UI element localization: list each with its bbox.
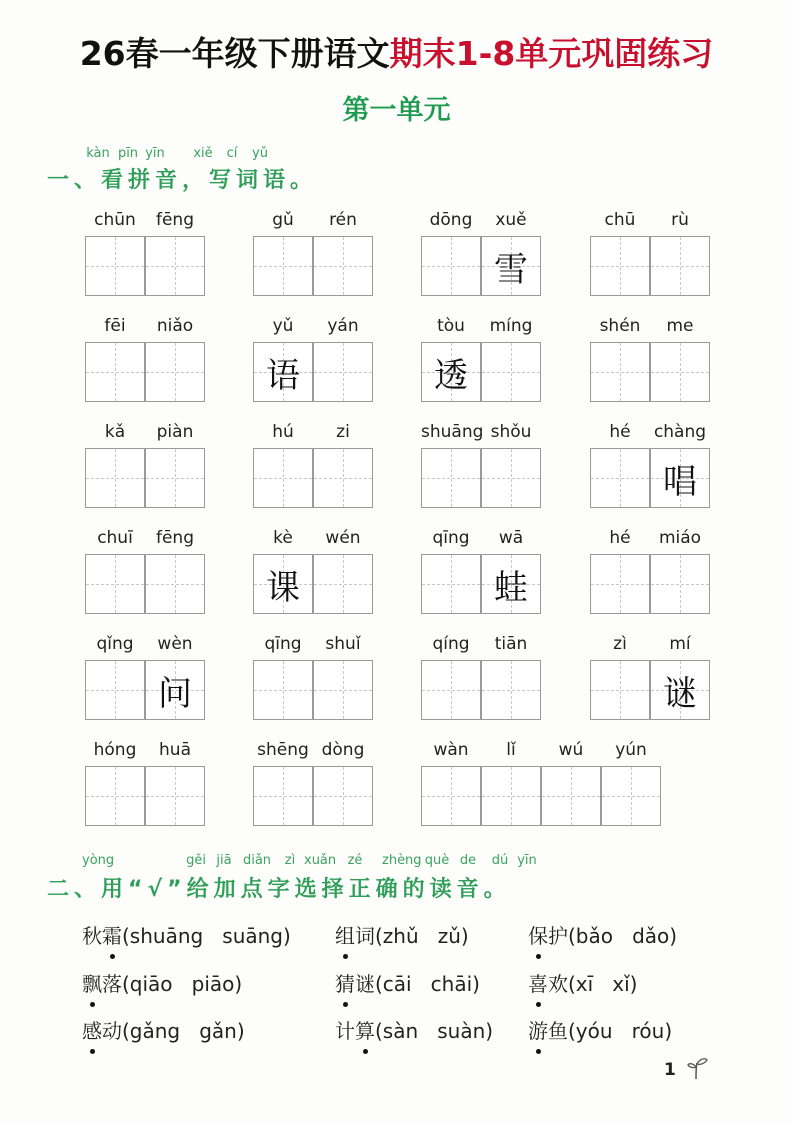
syllable-pinyin: yǔ [272,316,294,336]
pronunciation-item [82,920,291,949]
character-writing-box[interactable] [590,342,650,402]
syllable-pinyin: yún [615,740,647,760]
unit-title: 第一单元 [342,95,451,126]
pronunciation-item [335,968,480,997]
syllable-pinyin: hóng [93,740,137,760]
syllable-pinyin: qíng [432,634,470,654]
heading-pinyin: xuǎn [304,853,337,868]
character-writing-box[interactable] [650,448,710,508]
character-writing-box[interactable] [481,660,541,720]
section2-heading: 二、用“√”给加点字选择正确的读音。 [47,877,511,902]
pinyin-options[interactable]: (qiāo piāo) [122,972,243,996]
syllable-pinyin: huā [159,740,191,760]
pronunciation-item [528,1015,672,1044]
character-writing-box[interactable] [481,766,541,826]
emphasis-dot [90,1002,95,1007]
syllable-pinyin: kè [273,528,293,548]
heading-pinyin: de [459,853,477,868]
syllable-pinyin: míng [489,316,533,336]
character-writing-box[interactable] [601,766,661,826]
character-writing-box[interactable] [253,766,313,826]
character-writing-box[interactable] [253,342,313,402]
character-writing-box[interactable] [253,660,313,720]
syllable-pinyin: zì [613,634,627,654]
worksheet-title [0,28,793,75]
syllable-pinyin: wèn [157,634,193,654]
item-word: 猜 谜 [335,972,375,996]
syllable-pinyin: shén [599,316,641,336]
pinyin-options[interactable]: (zhǔ zǔ) [375,924,469,948]
character-writing-box[interactable] [313,554,373,614]
pronunciation-item [528,920,677,949]
syllable-pinyin: fēng [155,210,194,230]
character-writing-box[interactable] [481,236,541,296]
character-writing-box[interactable] [145,766,205,826]
item-word: 喜 欢 [528,972,568,996]
given-character: 语 [266,355,300,396]
heading-pinyin: yǔ [252,146,268,161]
character-writing-box[interactable] [481,554,541,614]
given-character: 课 [266,567,300,608]
character-writing-box[interactable] [421,342,481,402]
heading-pinyin: kàn [86,146,110,161]
section1-heading: 一、看拼音，写词语。 [47,168,318,193]
pinyin-options[interactable]: (sàn suàn) [375,1019,494,1043]
heading-pinyin: yòng [82,853,115,868]
syllable-pinyin: chū [604,210,636,230]
heading-pinyin: xiě [193,146,213,161]
syllable-pinyin: niǎo [156,316,194,336]
syllable-pinyin: zi [336,422,350,442]
given-character: 唱 [663,461,697,502]
heading-pinyin: yīn [517,853,537,868]
emphasis-dot [90,1049,95,1054]
emphasis-dot [536,954,541,959]
emphasis-dot [363,1049,368,1054]
character-writing-box[interactable] [590,554,650,614]
character-writing-box[interactable] [253,554,313,614]
syllable-pinyin: yán [327,316,359,336]
syllable-pinyin: gǔ [272,210,294,230]
character-writing-box[interactable] [650,660,710,720]
syllable-pinyin: chuī [97,528,133,548]
character-writing-box[interactable] [421,554,481,614]
character-writing-box[interactable] [313,236,373,296]
syllable-pinyin: piàn [156,422,194,442]
syllable-pinyin: chàng [653,422,707,442]
pinyin-options[interactable]: (xī xǐ) [568,972,638,996]
character-writing-box[interactable] [145,660,205,720]
character-writing-box[interactable] [85,448,145,508]
character-writing-box[interactable] [590,236,650,296]
character-writing-box[interactable] [421,660,481,720]
item-word: 飘 落 [82,972,122,996]
syllable-pinyin: mí [669,634,691,654]
character-writing-box[interactable] [650,554,710,614]
syllable-pinyin: hé [609,422,631,442]
syllable-pinyin: dōng [429,210,473,230]
pinyin-options[interactable]: (shuāng suāng) [122,924,291,948]
syllable-pinyin: tòu [437,316,465,336]
syllable-pinyin: wàn [433,740,469,760]
syllable-pinyin: kǎ [104,422,126,442]
syllable-pinyin: qīng [432,528,470,548]
item-word: 感 动 [82,1019,122,1043]
character-writing-box[interactable] [85,660,145,720]
syllable-pinyin: miáo [658,528,702,548]
pinyin-options[interactable]: (cāi chāi) [375,972,480,996]
character-writing-box[interactable] [145,554,205,614]
given-character: 谜 [663,673,697,714]
character-writing-box[interactable] [313,660,373,720]
item-word: 秋霜 [82,924,122,948]
syllable-pinyin: shēng [257,740,309,760]
syllable-pinyin: tiān [494,634,528,654]
heading-pinyin: yīn [145,146,165,161]
sprout-icon [684,1055,710,1081]
syllable-pinyin: me [666,316,694,336]
syllable-pinyin: rén [329,210,357,230]
item-word: 计算 [335,1019,375,1043]
character-writing-box[interactable] [650,342,710,402]
pinyin-options[interactable]: (gǎng gǎn) [122,1019,245,1043]
heading-pinyin: cí [226,146,238,161]
character-writing-box[interactable] [145,448,205,508]
character-writing-box[interactable] [421,448,481,508]
heading-pinyin: gěi [186,853,206,868]
given-character: 蛙 [494,567,528,608]
character-writing-box[interactable] [85,342,145,402]
emphasis-dot [110,954,115,959]
given-character: 问 [158,673,192,714]
item-word: 游 鱼 [528,1019,568,1043]
pronunciation-item [82,968,242,997]
heading-pinyin: dú [491,853,509,868]
syllable-pinyin: shuāng [421,422,484,442]
emphasis-dot [343,1002,348,1007]
character-writing-box[interactable] [481,342,541,402]
character-writing-box[interactable] [85,766,145,826]
character-writing-box[interactable] [253,236,313,296]
character-writing-box[interactable] [85,554,145,614]
heading-pinyin: zhèng [382,853,422,868]
character-writing-box[interactable] [145,342,205,402]
pinyin-options[interactable]: (yóu róu) [568,1019,673,1043]
character-writing-box[interactable] [590,660,650,720]
syllable-pinyin: shuǐ [325,634,361,654]
syllable-pinyin: rù [671,210,689,230]
syllable-pinyin: qǐng [96,634,134,654]
title-red-part: 期末1-8单元巩固练习 [389,34,714,73]
character-writing-box[interactable] [481,448,541,508]
page-number: 1 [664,1060,676,1080]
pronunciation-item [335,1015,493,1044]
syllable-pinyin: hú [272,422,294,442]
character-writing-box[interactable] [421,236,481,296]
heading-pinyin: diǎn [242,853,272,868]
character-writing-box[interactable] [541,766,601,826]
syllable-pinyin: wén [325,528,361,548]
heading-pinyin: zì [284,853,296,868]
character-writing-box[interactable] [590,448,650,508]
given-character: 雪 [494,249,528,290]
character-writing-box[interactable] [421,766,481,826]
character-writing-box[interactable] [145,236,205,296]
character-writing-box[interactable] [253,448,313,508]
syllable-pinyin: wā [498,528,524,548]
item-word: 保 护 [528,924,568,948]
character-writing-box[interactable] [85,236,145,296]
pronunciation-item [335,920,469,949]
emphasis-dot [536,1002,541,1007]
heading-pinyin: jiā [216,853,232,868]
title-black-part: 26春一年级下册语文 [79,34,390,73]
pronunciation-item [528,968,637,997]
emphasis-dot [343,954,348,959]
syllable-pinyin: shǒu [490,422,532,442]
character-writing-box[interactable] [313,766,373,826]
character-writing-box[interactable] [650,236,710,296]
item-word: 组 词 [335,924,375,948]
syllable-pinyin: xuě [495,210,527,230]
pronunciation-item [82,1015,245,1044]
emphasis-dot [536,1049,541,1054]
syllable-pinyin: wú [558,740,584,760]
given-character: 透 [434,355,468,396]
pinyin-options[interactable]: (bǎo dǎo) [568,924,678,948]
syllable-pinyin: fēng [155,528,194,548]
syllable-pinyin: dòng [321,740,365,760]
heading-pinyin: pīn [117,146,139,161]
character-writing-box[interactable] [313,342,373,402]
syllable-pinyin: chūn [94,210,136,230]
syllable-pinyin: lǐ [506,740,516,760]
heading-pinyin: què [424,853,450,868]
syllable-pinyin: hé [609,528,631,548]
heading-pinyin: zé [347,853,363,868]
syllable-pinyin: qīng [264,634,302,654]
character-writing-box[interactable] [313,448,373,508]
syllable-pinyin: fēi [104,316,126,336]
